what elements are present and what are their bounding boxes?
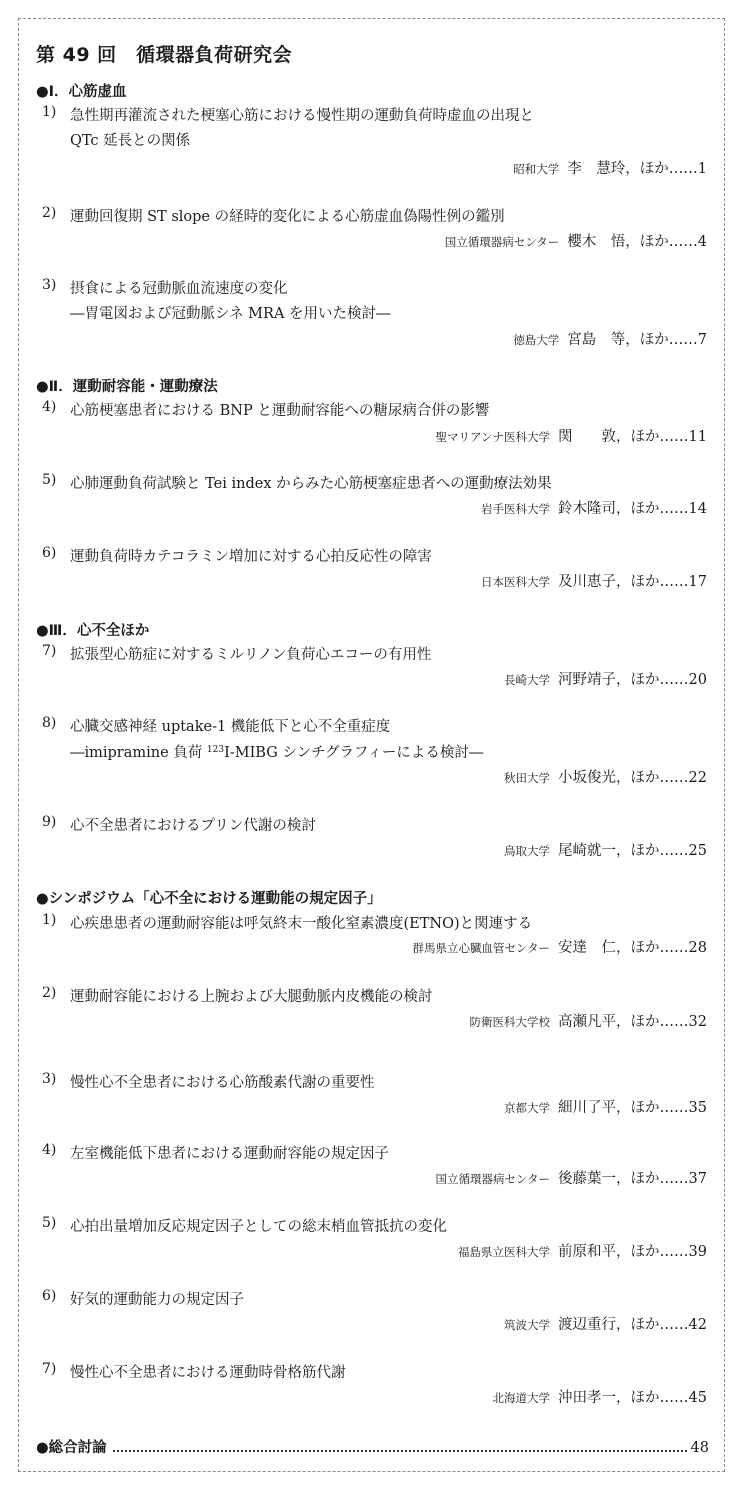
entry-number: 4)	[42, 1142, 57, 1158]
entry-affiliation: 鳥取大学	[504, 844, 551, 858]
entry-affiliation: 徳島大学	[513, 333, 560, 347]
entry-affiliation: 筑波大学	[504, 1318, 551, 1332]
entry-author-name: 沖田孝一，ほか……45	[558, 1390, 707, 1406]
entry-author	[493, 1386, 707, 1407]
entry-number: 1)	[42, 104, 57, 120]
entry-author-name: 細川了平，ほか……35	[558, 1100, 707, 1116]
entry-title-line2: ―胃電図および冠動脈シネ MRA を用いた検討―	[70, 306, 391, 322]
entry-affiliation: 京都大学	[504, 1101, 551, 1115]
entry-affiliation: 群馬県立心臓血管センター	[412, 941, 551, 955]
entry-title[interactable]: 慢性心不全患者における運動時骨格筋代謝	[70, 1365, 346, 1381]
entry-author-name: 尾崎就一，ほか……25	[558, 843, 707, 859]
section-heading-2: ●Ⅱ．運動耐容能・運動療法	[36, 379, 218, 395]
entry-title[interactable]: 心拍出量増加反応規定因子としての総末梢血管抵抗の変化	[70, 1219, 447, 1235]
entry-author	[445, 230, 707, 251]
entry-author	[481, 570, 707, 591]
entry-author	[504, 1096, 707, 1117]
entry-author	[436, 1167, 708, 1188]
isotope-superscript: 123	[206, 745, 225, 755]
general-discussion-row[interactable]	[36, 1436, 709, 1457]
entry-title[interactable]: 心筋梗塞患者における BNP と運動耐容能への糖尿病合併の影響	[70, 403, 490, 419]
entry-title[interactable]: 急性期再灌流された梗塞心筋における慢性期の運動負荷時虚血の出現と	[70, 108, 534, 124]
entry-affiliation: 福島県立医科大学	[458, 1245, 551, 1259]
entry-number: 9)	[42, 814, 57, 830]
entry-number: 6)	[42, 545, 57, 561]
entry-number: 5)	[42, 1215, 57, 1231]
section-heading-symposium: ●シンポジウム「心不全における運動能の規定因子」	[36, 891, 382, 907]
entry-author-name: 及川恵子，ほか……17	[558, 574, 707, 590]
entry-author-name: 李 慧玲，ほか……1	[567, 161, 707, 177]
entry-author-name: 関 敦，ほか……11	[558, 429, 707, 445]
entry-number: 3)	[42, 277, 57, 293]
entry-title[interactable]: 心不全患者におけるプリン代謝の検討	[70, 818, 316, 834]
entry-affiliation: 昭和大学	[513, 162, 560, 176]
entry-author	[504, 766, 707, 787]
entry-author	[481, 497, 707, 518]
entry-affiliation: 日本医科大学	[481, 575, 551, 589]
entry-author	[504, 1313, 707, 1334]
page-title: 第 49 回 循環器負荷研究会	[36, 44, 293, 66]
entry-affiliation: 長崎大学	[504, 673, 551, 687]
entry-title[interactable]: 運動負荷時カテコラミン増加に対する心拍反応性の障害	[70, 549, 432, 565]
entry-title[interactable]: 慢性心不全患者における心筋酸素代謝の重要性	[70, 1075, 375, 1091]
entry-number: 8)	[42, 715, 57, 731]
entry-author	[513, 157, 707, 178]
entry-title-line2-a: ―imipramine 負荷	[70, 745, 207, 761]
entry-affiliation: 国立循環器病センター	[435, 1172, 551, 1186]
entry-number: 7)	[42, 1361, 57, 1377]
entry-title[interactable]: 運動耐容能における上腕および大腿動脈内皮機能の検討	[70, 989, 433, 1005]
entry-author-name: 前原和平，ほか……39	[558, 1244, 707, 1260]
entry-affiliation: 聖マリアンナ医科大学	[435, 430, 551, 444]
entry-affiliation: 岩手医科大学	[481, 502, 551, 516]
entry-affiliation: 北海道大学	[492, 1391, 551, 1405]
entry-author	[504, 668, 707, 689]
entry-author-name: 渡辺重行，ほか……42	[558, 1317, 707, 1333]
entry-author	[458, 1240, 707, 1261]
entry-number: 5)	[42, 472, 57, 488]
entry-number: 7)	[42, 643, 57, 659]
entry-title[interactable]: 好気的運動能力の規定因子	[70, 1292, 244, 1308]
entry-affiliation: 防衛医科大学校	[469, 1015, 551, 1029]
entry-number: 2)	[42, 205, 57, 221]
entry-author-name: 櫻木 悟，ほか……4	[567, 234, 707, 250]
entry-author-name: 小坂俊光，ほか……22	[558, 770, 707, 786]
entry-author-name: 後藤葉一，ほか……37	[558, 1171, 707, 1187]
entry-title[interactable]: 心疾患患者の運動耐容能は呼気終末一酸化窒素濃度(ETNO)と関連する	[70, 916, 533, 932]
entry-author-name: 鈴木隆司，ほか……14	[558, 501, 707, 517]
entry-title[interactable]: 心肺運動負荷試験と Tei index からみた心筋梗塞症患者への運動療法効果	[70, 476, 552, 492]
section-heading-1: ●Ⅰ．心筋虚血	[36, 84, 127, 100]
entry-number: 4)	[42, 399, 57, 415]
entry-author-name: 宮島 等，ほか……7	[567, 332, 707, 348]
entry-title[interactable]: 心臓交感神経 uptake-1 機能低下と心不全重症度	[70, 719, 391, 735]
entry-title-line2: QTc 延長との関係	[70, 133, 191, 149]
entry-author	[436, 425, 708, 446]
general-discussion-page: 48	[690, 1440, 709, 1456]
entry-author	[470, 1010, 707, 1031]
entry-title[interactable]: 摂食による冠動脈血流速度の変化	[70, 281, 288, 297]
entry-author-name: 河野靖子，ほか……20	[558, 672, 707, 688]
entry-number: 3)	[42, 1071, 57, 1087]
dot-leader	[113, 1450, 687, 1452]
entry-title[interactable]: 運動回復期 ST slope の経時的変化による心筋虚血偽陽性例の鑑別	[70, 209, 505, 225]
entry-author	[504, 839, 707, 860]
entry-author	[513, 328, 707, 349]
entry-author-name: 安達 仁，ほか……28	[558, 940, 707, 956]
entry-title-line2	[70, 741, 483, 762]
general-discussion-label: ●総合討論	[36, 1440, 107, 1456]
section-heading-3: ●Ⅲ．心不全ほか	[36, 623, 150, 639]
entry-author	[413, 936, 708, 957]
entry-title-line2-b: I-MIBG シンチグラフィーによる検討―	[224, 745, 484, 761]
entry-title[interactable]: 拡張型心筋症に対するミルリノン負荷心エコーの有用性	[70, 647, 432, 663]
entry-author-name: 高瀬凡平，ほか……32	[558, 1014, 707, 1030]
entry-number: 1)	[42, 912, 57, 928]
entry-title[interactable]: 左室機能低下患者における運動耐容能の規定因子	[70, 1146, 389, 1162]
entry-affiliation: 秋田大学	[504, 771, 551, 785]
entry-affiliation: 国立循環器病センター	[444, 235, 560, 249]
entry-number: 2)	[42, 985, 57, 1001]
entry-number: 6)	[42, 1288, 57, 1304]
